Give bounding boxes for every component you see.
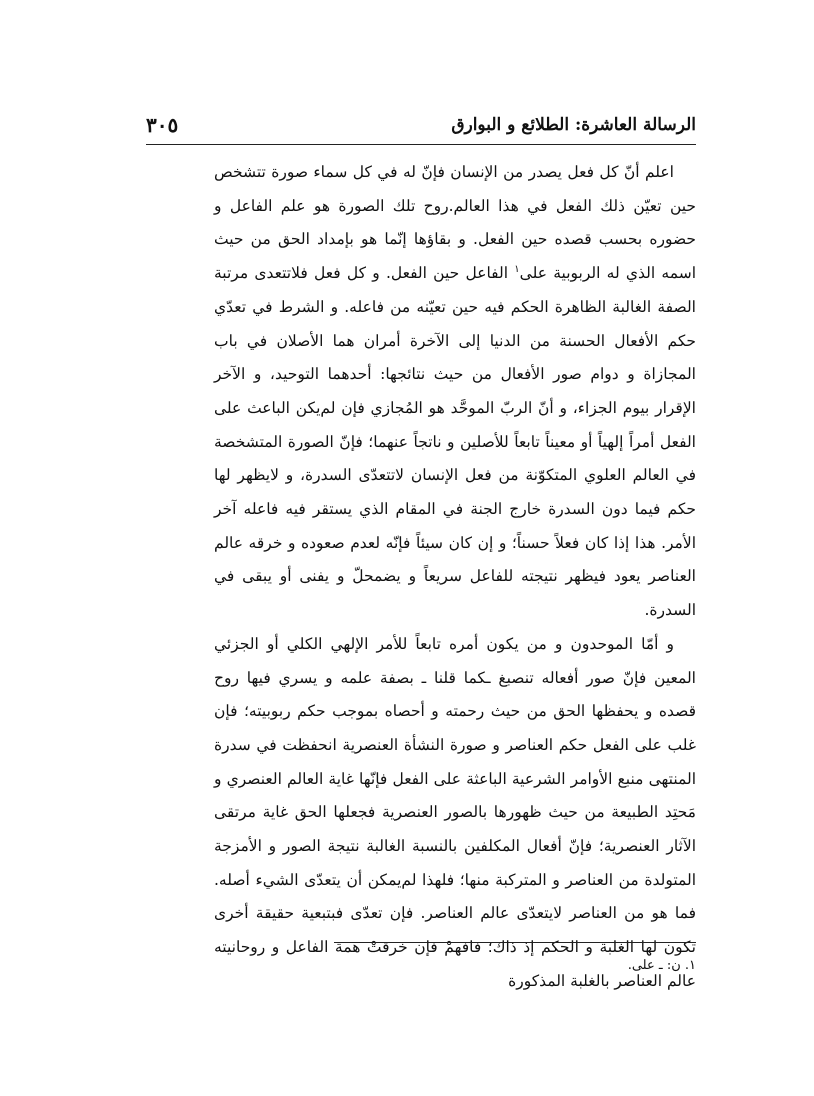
- paragraph-text: اعلم أنّ كل فعل يصدر من الإنسان فإنّ له في كل سماء صورة تتشخص حين تعيّن ذلك الفعل في هذا العالم.روح تلك الصورة هو علم الفاعل و حضوره بحسب قصده حين الفعل. و بقاؤها إنّما هو بإمداد الحق من حيث اسمه الذي له الربوبية على: [214, 163, 696, 283]
- header-rule: [146, 144, 696, 145]
- paragraph: و أمّا الموحدون و من يكون أمره تابعاً للأمر الإلهي الكلي أو الجزئي المعين فإنّ صور أفعاله تنصبغ ـكما قلنا ـ بصفة علمه و يسري فيها روح قصده و يحفظها الحق من حيث رحمته و أحصاه بموجب حكم ربوبيته؛ فإن غلب على الفعل حكم العناصر و صورة النشأة العنصرية انحفظت في سدرة المنتهى منبع الأوامر الشرعية الباعثة على الفعل فإنّها غاية العالم العنصري و مَحتِد الطبيعة من حيث ظهورها بالصور العنصرية فجعلها الحق غاية مرتقى الآثار العنصرية؛ فإنّ أفعال المكلفين بالنسبة الغالبة نتيجة الصور و الأمزجة المتولدة من العناصر و المتركبة منها؛ فلهذا لم‌يمكن أن يتعدّى الشيء أصله. فما هو من العناصر لايتعدّى عالم العناصر. فإن تعدّى فبتبعية حقيقة أخرى تكون لها الغلبة و الحكم إذ ذاك؛ فافهمْ فإن خرقتْ همة الفاعل و روحانيته عالم العناصر بالغلبة المذكورة: [214, 634, 696, 990]
- paragraph-text: الفاعل حين الفعل. و كل فعل فلاتتعدى مرتبة الصفة الغالبة الظاهرة الحكم فيه حين تعيّنه من فاعله. و الشرط في تعدّي حكم الأفعال الحسنة من الدنيا إلى الآخرة أمران هما الأصلان في باب المجازاة و دوام صور الأفعال من حيث نتائجها: أحدهما التوحيد، و الآخر الإقرار بيوم الجزاء، و أنّ الربّ الموحَّد هو المُجازي فإن لم‌يكن الباعث على الفعل أمراً إلهياً أو معيناً تابعاً للأصلين و ناتجاً عنهما؛ فإنّ الصورة المتشخصة في العالم العلوي المتكوّنة من فعل الإنسان لاتتعدّى السدرة، و لايظهر لها حكم فيما دون السدرة خارج الجنة في المقام الذي يستقر فيه فاعله آخر الأمر. هذا إذا كان فعلاً حسناً؛ و إن كان سيئاً فإنّه لعدم صعوده و خرقه عالم العناصر يعود فيظهر نتيجته للفاعل سريعاً و يضمحلّ و يفنى أو يبقى في السدرة.: [214, 264, 696, 620]
- main-text: [214, 156, 696, 999]
- running-head: الرسالة العاشرة: الطلائع و البوارق: [451, 115, 696, 135]
- paragraph: [214, 156, 696, 628]
- footnote: ١. ن: ـ على.: [627, 958, 696, 973]
- footnote-reference: ١: [514, 263, 520, 275]
- page-header: [146, 110, 696, 140]
- footnote-rule: [334, 942, 696, 943]
- page-number: ٣٠٥: [146, 113, 179, 137]
